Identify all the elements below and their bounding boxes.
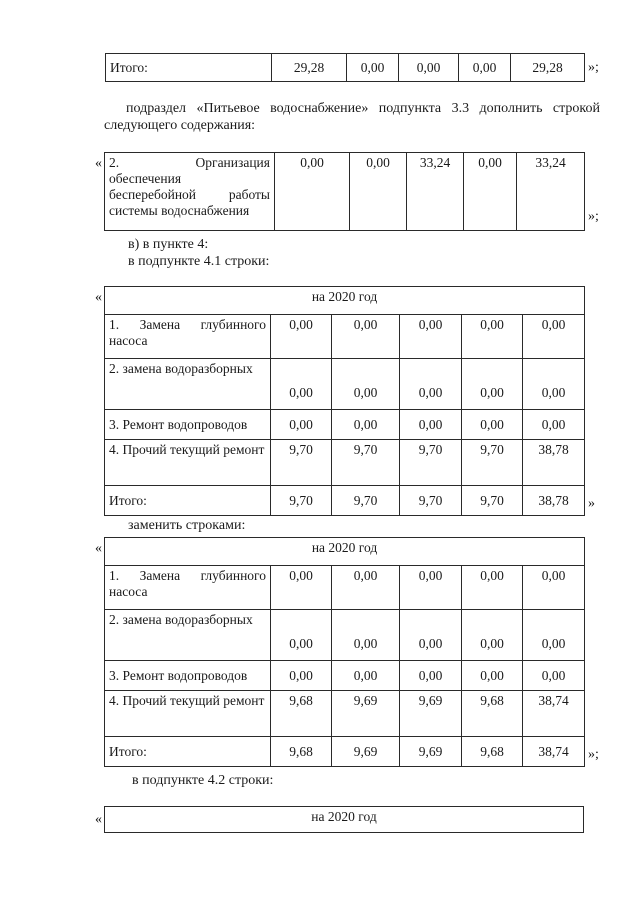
row2-open-mark: « [95, 156, 102, 171]
table-a-cell: 0,00 [271, 410, 332, 440]
table-a-cell: 0,00 [400, 315, 462, 359]
paragraph-replace [128, 517, 428, 534]
row2-value: 0,00 [350, 153, 407, 231]
row2-value: 33,24 [517, 153, 585, 231]
table-b-cell: 0,00 [271, 566, 332, 610]
row2-label [105, 153, 275, 231]
paragraph-subitem-4-2 [132, 772, 432, 789]
table-a-cell: 0,00 [400, 410, 462, 440]
table-b-cell: 38,74 [523, 691, 585, 737]
row2-label-line: 2. Организация [109, 155, 270, 170]
table-a-cell: 0,00 [523, 315, 585, 359]
table-a-cell: 9,70 [332, 486, 400, 516]
table-b-cell: 9,68 [271, 737, 332, 767]
table-b-cell: 0,00 [523, 661, 585, 691]
table-a-cell: 9,70 [400, 486, 462, 516]
table-a-cell: 0,00 [462, 359, 523, 410]
table-b-cell: 9,68 [462, 691, 523, 737]
table-a-cell: 9,70 [462, 486, 523, 516]
table-b-cell: 0,00 [462, 661, 523, 691]
table-a-cell: 0,00 [332, 410, 400, 440]
top-total-label: Итого: [106, 54, 272, 82]
top-total-value: 0,00 [459, 54, 511, 82]
paragraph-line: в подпункте 4.2 строки: [132, 773, 274, 788]
table-b-row-label: 4. Прочий текущий ремонт [105, 691, 271, 737]
top-close-mark: »; [588, 60, 599, 75]
table-a [104, 286, 585, 516]
paragraph-line: следующего содержания: [104, 118, 256, 133]
table-a-cell: 0,00 [271, 315, 332, 359]
table-a-row-label: 1. Замена глубинного насоса [105, 315, 271, 359]
table-a-cell: 9,70 [400, 440, 462, 486]
top-total-value: 29,28 [272, 54, 347, 82]
row2-value: 0,00 [464, 153, 517, 231]
table-a-close-mark: » [588, 496, 595, 511]
table-a-cell: 9,70 [271, 486, 332, 516]
table-a-cell: 0,00 [400, 359, 462, 410]
table-a-cell: 0,00 [332, 359, 400, 410]
table-b-cell: 0,00 [271, 610, 332, 661]
row2-value: 33,24 [407, 153, 464, 231]
table-b-cell: 0,00 [271, 661, 332, 691]
table-b-row-label: 3. Ремонт водопроводов [105, 661, 271, 691]
paragraph-line: в) в пункте 4: [128, 237, 209, 252]
table-b-cell: 0,00 [523, 610, 585, 661]
table-b-cell: 9,68 [271, 691, 332, 737]
table-b-cell: 0,00 [523, 566, 585, 610]
table-a-cell: 0,00 [332, 315, 400, 359]
table-a-cell: 38,78 [523, 440, 585, 486]
top-total-table [105, 53, 585, 82]
table-b-cell: 9,69 [332, 737, 400, 767]
table-a-cell: 0,00 [523, 359, 585, 410]
table-b-row-label: 1. Замена глубинного насоса [105, 566, 271, 610]
table-b-cell: 0,00 [400, 610, 462, 661]
row2-close-mark: »; [588, 209, 599, 224]
table-a-row-label: 3. Ремонт водопроводов [105, 410, 271, 440]
table-a-row-label: 4. Прочий текущий ремонт [105, 440, 271, 486]
table-a-cell: 9,70 [332, 440, 400, 486]
paragraph-subsection-addition [104, 100, 600, 134]
table-b-cell: 9,69 [332, 691, 400, 737]
table-b-cell: 0,00 [400, 566, 462, 610]
table-b-cell: 9,69 [400, 691, 462, 737]
table-a-total-label: Итого: [105, 486, 271, 516]
table-b-cell: 0,00 [332, 661, 400, 691]
table-b-row-label: 2. замена водоразборных [105, 610, 271, 661]
table-b [104, 537, 585, 767]
table-a-cell: 0,00 [462, 410, 523, 440]
table-a-cell: 9,70 [271, 440, 332, 486]
table-b-close-mark: »; [588, 747, 599, 762]
table-a-cell: 0,00 [462, 315, 523, 359]
table-a-header: на 2020 год [105, 287, 585, 315]
paragraph-item-4 [128, 236, 528, 270]
table-a-row-label: 2. замена водоразборных [105, 359, 271, 410]
paragraph-line: подраздел «Питьевое водоснабжение» подпункта 3.3 дополнить строкой [126, 101, 600, 116]
row2-value: 0,00 [275, 153, 350, 231]
table-b-total-label: Итого: [105, 737, 271, 767]
table-c-open-mark: « [95, 812, 102, 827]
table-b-cell: 38,74 [523, 737, 585, 767]
top-total-value: 29,28 [511, 54, 585, 82]
table-a-cell: 9,70 [462, 440, 523, 486]
table-b-cell: 0,00 [400, 661, 462, 691]
table-b-cell: 0,00 [462, 610, 523, 661]
table-b-cell: 0,00 [462, 566, 523, 610]
table-c [104, 806, 584, 833]
row2-label-line: бесперебойной работы [109, 187, 270, 202]
table-b-header: на 2020 год [105, 538, 585, 566]
table-b-cell: 9,68 [462, 737, 523, 767]
table-a-open-mark: « [95, 290, 102, 305]
table-a-cell: 0,00 [271, 359, 332, 410]
paragraph-line: в подпункте 4.1 строки: [128, 254, 270, 269]
table-b-cell: 9,69 [400, 737, 462, 767]
table-b-cell: 0,00 [332, 610, 400, 661]
paragraph-line: заменить строками: [128, 518, 246, 533]
table-a-cell: 38,78 [523, 486, 585, 516]
row2-table [104, 152, 585, 231]
row2-label-line: системы водоснабжения [109, 203, 250, 218]
table-b-cell: 0,00 [332, 566, 400, 610]
top-total-value: 0,00 [347, 54, 399, 82]
table-a-cell: 0,00 [523, 410, 585, 440]
row2-label-line: обеспечения [109, 171, 182, 186]
table-b-open-mark: « [95, 541, 102, 556]
top-total-value: 0,00 [399, 54, 459, 82]
table-c-header: на 2020 год [105, 807, 584, 833]
